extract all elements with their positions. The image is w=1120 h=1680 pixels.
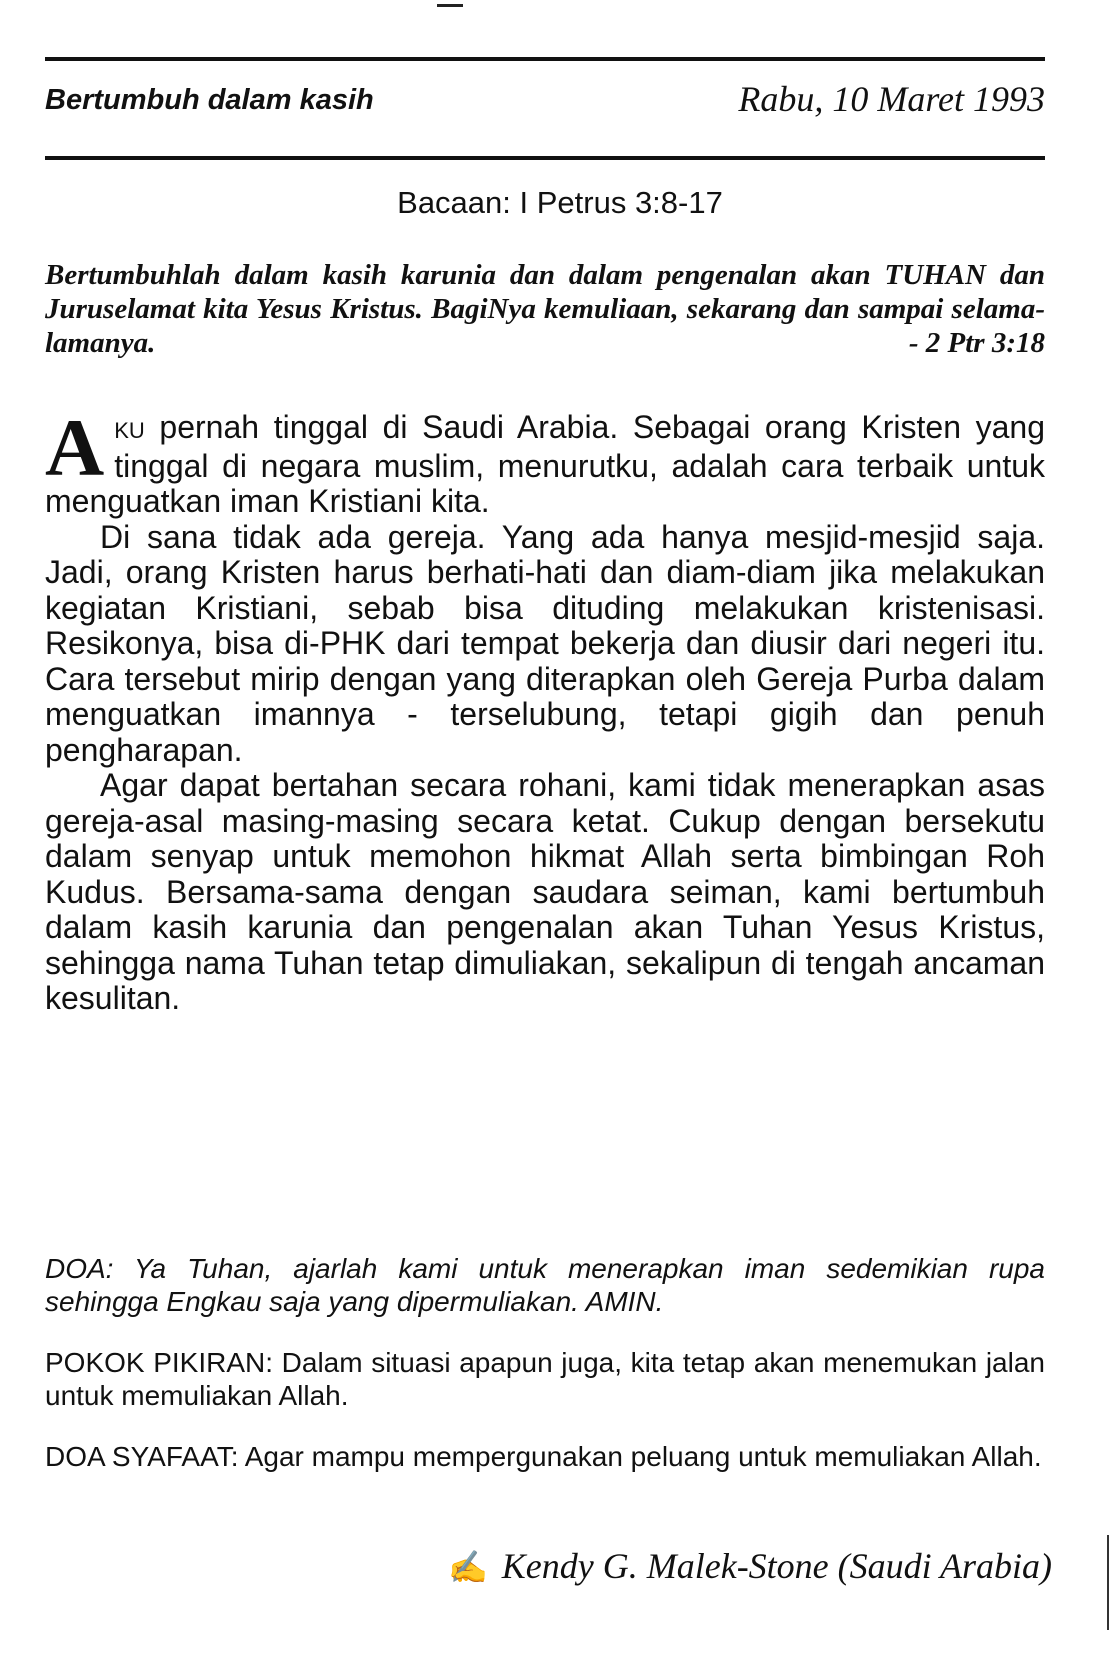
pen-writing-icon: ✍ bbox=[447, 1549, 488, 1585]
key-verse-text: Bertumbuhlah dalam kasih karunia dan dalam pengenalan akan TUHAN dan Juruselamat kita Yesus Kristus. BagiNya kemuliaan, sekarang dan sampai selama-lamanya. bbox=[45, 259, 1045, 359]
header-date: Rabu, 10 Maret 1993 bbox=[738, 79, 1045, 119]
prayer: DOA: Ya Tuhan, ajarlah kami untuk menerapkan iman sedemikian rupa sehingga Engkau saja yang dipermuliakan. AMIN. bbox=[45, 1253, 1045, 1317]
key-verse bbox=[45, 258, 1045, 360]
scripture-reading: Bacaan: I Petrus 3:8-17 bbox=[397, 185, 723, 220]
page-header bbox=[45, 78, 1045, 138]
header-rule-top bbox=[45, 57, 1045, 61]
key-verse-reference: - 2 Ptr 3:18 bbox=[908, 327, 1045, 359]
drop-cap: A bbox=[45, 402, 105, 493]
author-signature bbox=[448, 1545, 1052, 1587]
scan-mark bbox=[437, 4, 463, 7]
scan-edge-mark bbox=[1107, 1535, 1109, 1630]
body-paragraph bbox=[45, 402, 1046, 520]
author-name: Kendy G. Malek-Stone (Saudi Arabia) bbox=[501, 1546, 1052, 1586]
body-paragraph: Di sana tidak ada gereja. Yang ada hanya mesjid-mesjid saja. Jadi, orang Kristen harus berhati-hati dan diam-diam jika melakukan kegiatan Kristiani, sebab bisa dituding melakukan kristenisasi. Resikonya, bisa di-PHK dari tempat bekerja dan diusir dari negeri itu. Cara tersebut mirip dengan yang diterapkan oleh Gereja Purba dalam menguatkan imannya - terselubung, tetapi gigih dan penuh pengharapan. bbox=[45, 518, 1045, 768]
intercessory-prayer: DOA SYAFAAT: Agar mampu mempergunakan peluang untuk memuliakan Allah. bbox=[45, 1441, 1042, 1472]
devotional-body bbox=[45, 402, 1046, 1017]
series-title: Bertumbuh dalam kasih bbox=[45, 84, 374, 116]
body-paragraph: Agar dapat bertahan secara rohani, kami tidak menerapkan asas gereja-asal masing-masing secara ketat. Cukup dengan bersekutu dalam senyap untuk memohon hikmat Allah serta bimbingan Roh Kudus. Bersama-sama dengan saudara seiman, kami bertumbuh dalam kasih karunia dan pengenalan akan Tuhan Yesus Kristus, sehingga nama Tuhan tetap dimuliakan, sekalipun di tengah ancaman kesulitan. bbox=[45, 767, 1045, 1016]
paragraph-text: pernah tinggal di Saudi Arabia. Sebagai orang Kristen yang tinggal di negara muslim, menurutku, adalah cara terbaik untuk menguatkan iman Kristiani kita. bbox=[45, 409, 1046, 519]
header-rule-bottom bbox=[45, 156, 1045, 160]
main-thought: POKOK PIKIRAN: Dalam situasi apapun juga, kita tetap akan menemukan jalan untuk memuliakan Allah. bbox=[45, 1347, 1045, 1411]
first-word-rest: KU bbox=[114, 418, 145, 443]
